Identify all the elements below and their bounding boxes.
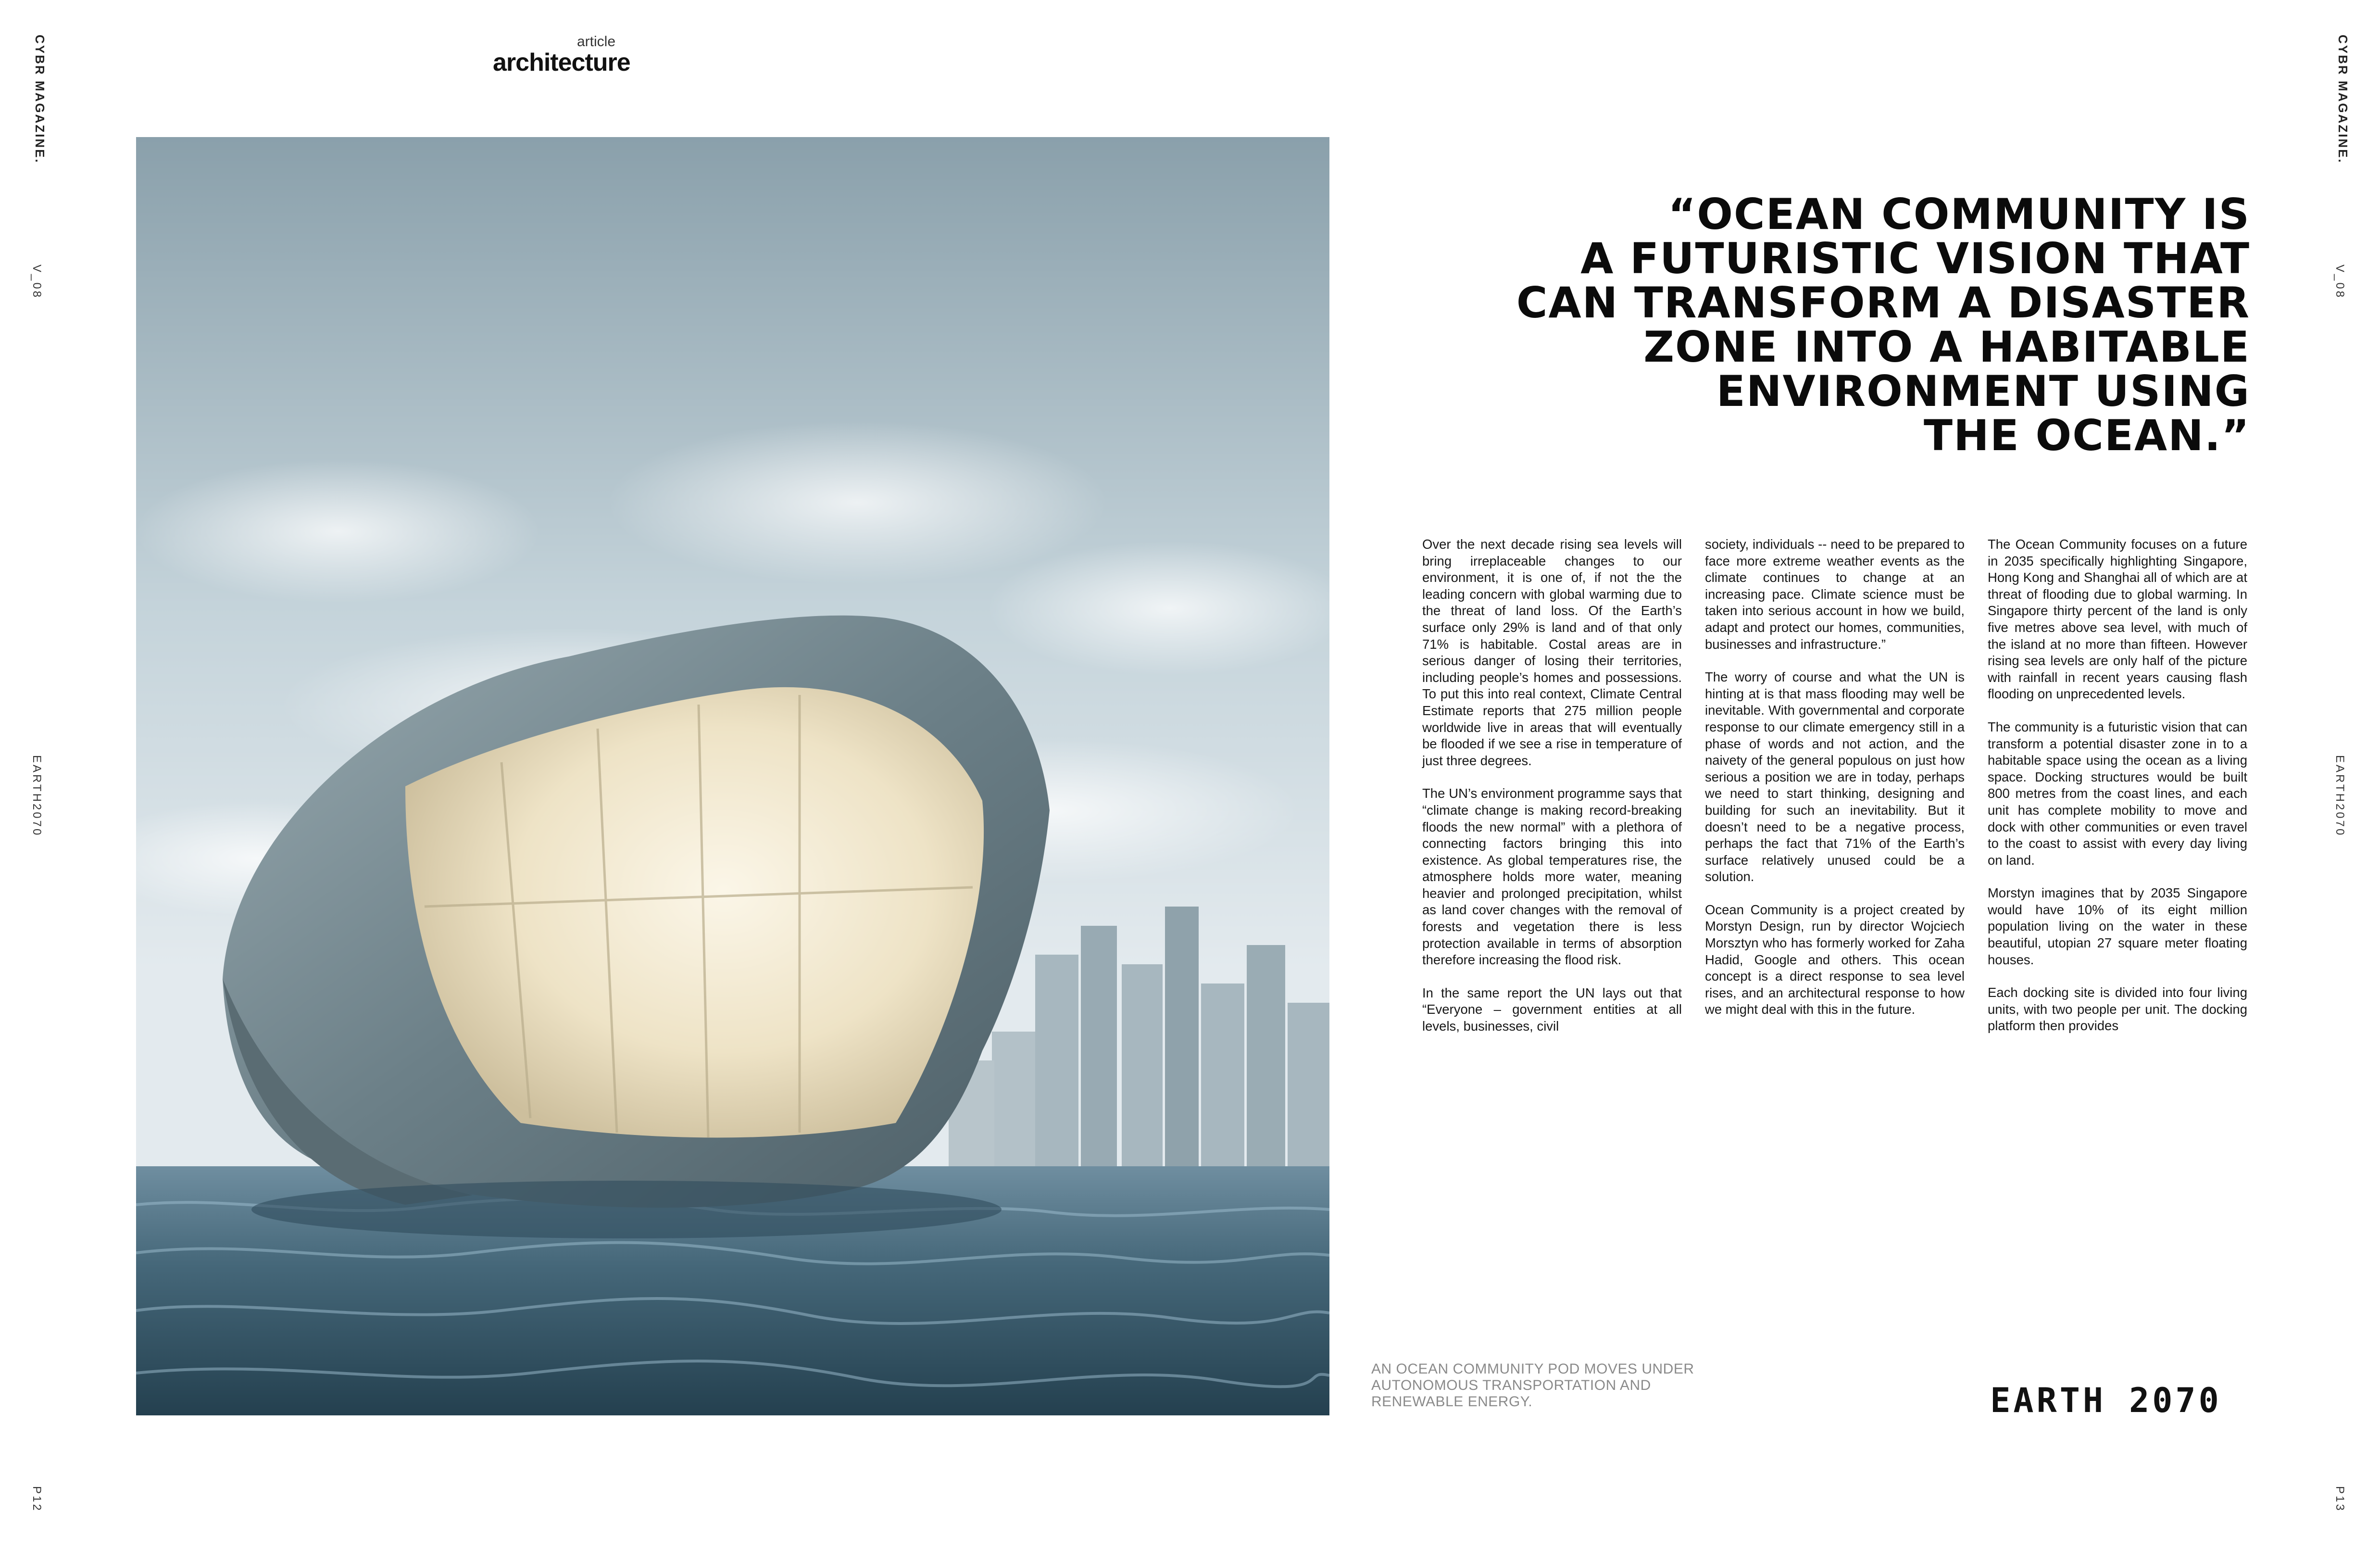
page-number-left: P12 xyxy=(30,1486,43,1513)
body-paragraph: The UN’s environment programme says that “climate change is making record-breaking floods the new normal” with a plethora of connecting factors bringing this into existence. As global temperatures rise, the atmosphere holds more water, meaning heavier and prolonged precipitation, whilst as land cover changes with the removal of forests and vegetation there is less protection available in terms of absorption therefore increasing the flood risk. xyxy=(1422,786,1682,968)
rail-volume-left: V_08 xyxy=(30,265,43,300)
pull-quote-line: ENVIRONMENT USING xyxy=(1716,366,2250,416)
page-number-right: P13 xyxy=(2333,1486,2346,1513)
rail-brand-left: CYBR MAGAZINE. xyxy=(33,35,47,164)
rail-series-right: EARTH2070 xyxy=(2333,755,2346,837)
logo-text: EARTH 2070 xyxy=(1990,1384,2222,1418)
body-column-3 xyxy=(1988,536,2247,1051)
body-paragraph: Ocean Community is a project created by Morstyn Design, run by director Wojciech Morsztyn who has formerly worked for Zaha Hadid, Google and others. This ocean concept is a direct response to sea level rises, and an architectural response to how we might deal with this in the future. xyxy=(1705,902,1965,1017)
pull-quote-line: A FUTURISTIC VISION THAT xyxy=(1580,234,2250,283)
body-paragraph: The worry of course and what the UN is hinting at is that mass flooding may well be inevitable. With governmental and corporate response to our climate emergency still in a phase of words and not action, and the naivety of the general populous on just how serious a position we are in today, perhaps we need to start thinking, designing and building for such an inevitability. But it doesn’t need to be a negative process, perhaps the fact that 71% of the Earth’s surface relatively unused could be a solution. xyxy=(1705,669,1965,884)
body-column-1 xyxy=(1422,536,1682,1051)
hero-photo xyxy=(136,137,1329,1415)
section-title: architecture xyxy=(493,49,630,76)
pull-quote-line: THE OCEAN.” xyxy=(1924,411,2250,460)
pull-quote-line: CAN TRANSFORM A DISASTER xyxy=(1516,278,2250,328)
body-paragraph: Morstyn imagines that by 2035 Singapore would have 10% of its eight million population living on the water in these beautiful, utopian 27 square meter floating houses. xyxy=(1988,885,2247,967)
pull-quote-line: ZONE INTO A HABITABLE xyxy=(1643,322,2250,372)
body-paragraph: Each docking site is divided into four living units, with two people per unit. The docking platform then provides xyxy=(1988,985,2247,1034)
pull-quote-line: “OCEAN COMMUNITY IS xyxy=(1668,189,2250,239)
rail-brand-right: CYBR MAGAZINE. xyxy=(2336,35,2350,164)
body-column-2 xyxy=(1705,536,1965,1034)
pull-quote xyxy=(1375,189,2250,460)
body-paragraph: society, individuals -- need to be prepared to face more extreme weather events as the climate continues to change at an increasing pace. Climate science must be taken into serious account in how we build, adapt and protect our homes, communities, businesses and infrastructure.” xyxy=(1705,537,1965,652)
body-paragraph: Over the next decade rising sea levels will bring irreplaceable changes to our environment, it is one of, if not the the leading concern with global warming due to the threat of land loss. Of the Earth’s surface only 29% is land and of that only 71% is habitable. Costal areas are in serious danger of losing their territories, including people’s homes and possessions. To put this into real context, Climate Central Estimate reports that 275 million people worldwide live in areas that will eventually be flooded if we see a rise in temperature of just three degrees. xyxy=(1422,537,1682,768)
body-paragraph: The Ocean Community focuses on a future in 2035 specifically highlighting Singapore, Hong Kong and Shanghai all of which are at threat of flooding due to global warming. In Singapore thirty percent of the land is only five metres above sea level, with much of the island at no more than fifteen. However rising sea levels are only half of the picture with rainfall in recent years causing flash flooding on unprecedented levels. xyxy=(1988,537,2247,702)
rail-series-left: EARTH2070 xyxy=(30,755,43,837)
earth-2070-logo xyxy=(1962,1384,2250,1418)
body-paragraph: The community is a futuristic vision that can transform a potential disaster zone in to a habitable space using the ocean as a living space. Docking structures would be built 800 metres from the coast lines, and each unit has complete mobility to move and dock with other communities or even travel to the coast to assist with every day living on land. xyxy=(1988,719,2247,868)
article-kicker: article xyxy=(576,34,616,50)
rail-volume-right: V_08 xyxy=(2333,265,2346,300)
photo-caption: AN OCEAN COMMUNITY POD MOVES UNDER AUTONOMOUS TRANSPORTATION AND RENEWABLE ENERGY. xyxy=(1371,1361,1694,1410)
body-paragraph: In the same report the UN lays out that “Everyone – government entities at all levels, businesses, civil xyxy=(1422,985,1682,1034)
